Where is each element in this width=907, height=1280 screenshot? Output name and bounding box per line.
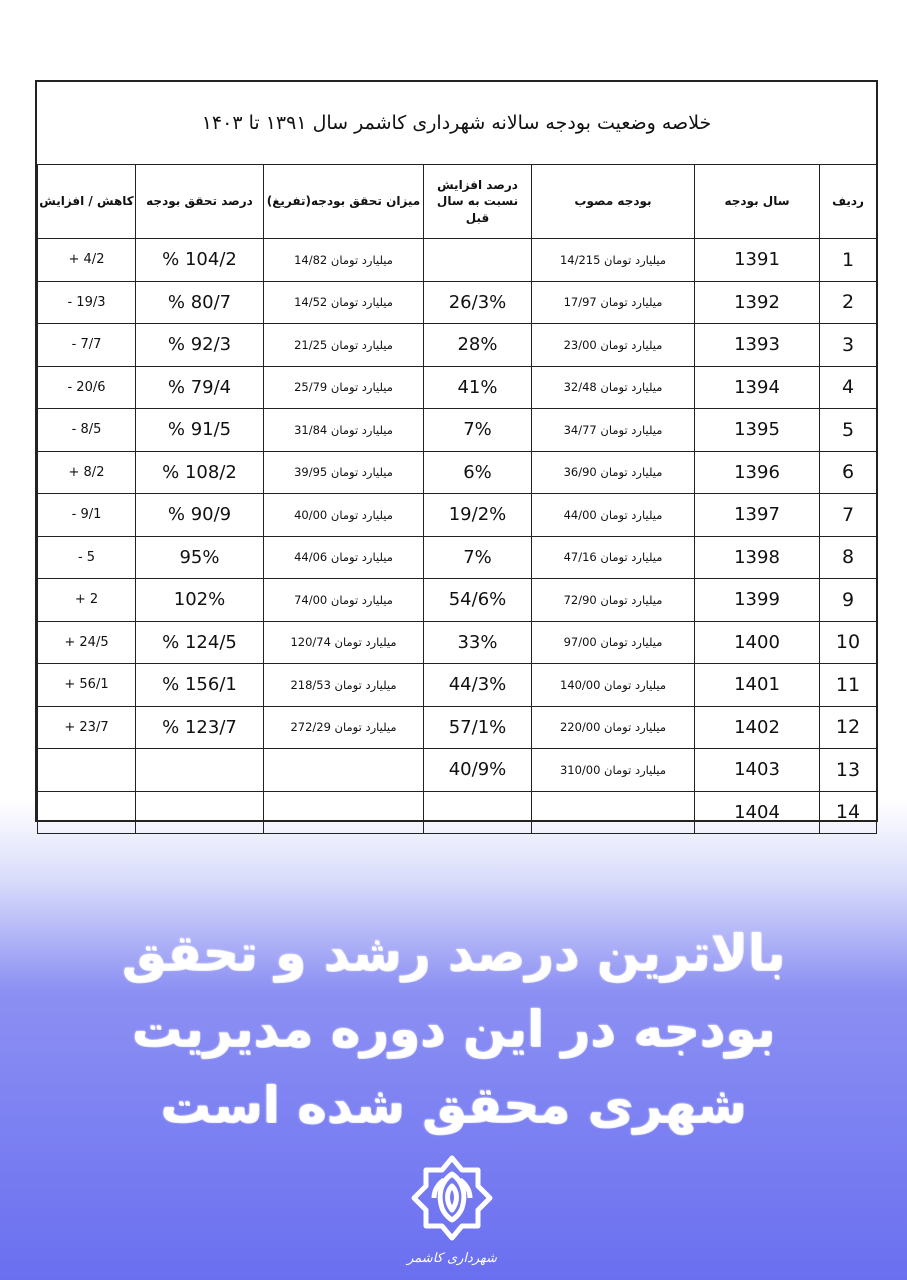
cell-realized: میلیارد تومان 39/95 [264, 451, 424, 494]
cell-increase: 57/1% [424, 706, 532, 749]
cell-year: 1401 [695, 664, 820, 707]
headline-line-2: بودجه در این دوره مدیریت [131, 1000, 776, 1058]
cell-idx: 8 [820, 536, 877, 579]
budget-summary-sheet [35, 80, 878, 822]
cell-increase: 40/9% [424, 749, 532, 792]
cell-year: 1404 [695, 791, 820, 834]
cell-year: 1393 [695, 324, 820, 367]
cell-achievement: 92/3 % [136, 324, 264, 367]
table-row [38, 536, 877, 579]
header-row [38, 165, 877, 239]
cell-realized: میلیارد تومان 120/74 [264, 621, 424, 664]
cell-approved [532, 791, 695, 834]
cell-year: 1399 [695, 579, 820, 622]
cell-approved: میلیارد تومان 97/00 [532, 621, 695, 664]
cell-realized: میلیارد تومان 31/84 [264, 409, 424, 452]
cell-achievement: 91/5 % [136, 409, 264, 452]
cell-idx: 9 [820, 579, 877, 622]
cell-change: + 2 [38, 579, 136, 622]
cell-year: 1398 [695, 536, 820, 579]
cell-realized: میلیارد تومان 44/06 [264, 536, 424, 579]
table-row [38, 409, 877, 452]
cell-achievement: 123/7 % [136, 706, 264, 749]
table-row [38, 366, 877, 409]
cell-realized [264, 749, 424, 792]
cell-change: - 20/6 [38, 366, 136, 409]
header-increase: درصد افزایش نسبت به سال قبل [424, 165, 532, 239]
cell-idx: 13 [820, 749, 877, 792]
table-row [38, 791, 877, 834]
cell-change: - 5 [38, 536, 136, 579]
cell-achievement: 80/7 % [136, 281, 264, 324]
cell-idx: 7 [820, 494, 877, 537]
cell-increase: 28% [424, 324, 532, 367]
headline-line-3: شهری محقق شده است [160, 1076, 747, 1134]
cell-achievement: 79/4 % [136, 366, 264, 409]
cell-approved: میلیارد تومان 34/77 [532, 409, 695, 452]
cell-approved: میلیارد تومان 47/16 [532, 536, 695, 579]
cell-change: - 9/1 [38, 494, 136, 537]
cell-increase: 19/2% [424, 494, 532, 537]
cell-increase: 33% [424, 621, 532, 664]
table-row [38, 749, 877, 792]
table-title: خلاصه وضعیت بودجه سالانه شهرداری کاشمر سال ۱۳۹۱ تا ۱۴۰۳ [201, 112, 712, 134]
cell-change: + 4/2 [38, 239, 136, 282]
cell-change: - 8/5 [38, 409, 136, 452]
cell-realized: میلیارد تومان 74/00 [264, 579, 424, 622]
header-idx: ردیف [820, 165, 877, 239]
header-change: کاهش / افزایش [38, 165, 136, 239]
cell-year: 1397 [695, 494, 820, 537]
cell-increase: 6% [424, 451, 532, 494]
header-approved: بودجه مصوب [532, 165, 695, 239]
headline-line-1: بالاترین درصد رشد و تحقق [121, 924, 786, 982]
cell-approved: میلیارد تومان 17/97 [532, 281, 695, 324]
table-row [38, 579, 877, 622]
cell-idx: 11 [820, 664, 877, 707]
cell-year: 1394 [695, 366, 820, 409]
cell-realized: میلیارد تومان 14/82 [264, 239, 424, 282]
cell-realized: میلیارد تومان 14/52 [264, 281, 424, 324]
cell-idx: 6 [820, 451, 877, 494]
cell-approved: میلیارد تومان 23/00 [532, 324, 695, 367]
cell-idx: 3 [820, 324, 877, 367]
kashmar-municipality-emblem-icon [404, 1152, 500, 1270]
cell-approved: میلیارد تومان 32/48 [532, 366, 695, 409]
cell-achievement: 108/2 % [136, 451, 264, 494]
table-row [38, 706, 877, 749]
table-row [38, 621, 877, 664]
budget-table [37, 164, 877, 834]
cell-increase: 54/6% [424, 579, 532, 622]
cell-idx: 10 [820, 621, 877, 664]
cell-change: + 24/5 [38, 621, 136, 664]
cell-year: 1391 [695, 239, 820, 282]
table-row [38, 664, 877, 707]
header-year: سال بودجه [695, 165, 820, 239]
table-row [38, 281, 877, 324]
cell-year: 1395 [695, 409, 820, 452]
header-realized: میزان تحقق بودجه(تفریغ) [264, 165, 424, 239]
cell-change: + 56/1 [38, 664, 136, 707]
cell-change: + 23/7 [38, 706, 136, 749]
headline [60, 915, 847, 1143]
cell-approved: میلیارد تومان 44/00 [532, 494, 695, 537]
cell-realized: میلیارد تومان 25/79 [264, 366, 424, 409]
cell-achievement [136, 749, 264, 792]
cell-approved: میلیارد تومان 140/00 [532, 664, 695, 707]
cell-year: 1392 [695, 281, 820, 324]
cell-increase [424, 791, 532, 834]
cell-achievement: 95% [136, 536, 264, 579]
cell-change: - 19/3 [38, 281, 136, 324]
cell-increase: 41% [424, 366, 532, 409]
header-achievement: درصد تحقق بودجه [136, 165, 264, 239]
cell-achievement [136, 791, 264, 834]
cell-approved: میلیارد تومان 36/90 [532, 451, 695, 494]
cell-increase: 44/3% [424, 664, 532, 707]
cell-year: 1400 [695, 621, 820, 664]
cell-change: + 8/2 [38, 451, 136, 494]
cell-increase: 7% [424, 536, 532, 579]
cell-achievement: 156/1 % [136, 664, 264, 707]
table-row [38, 324, 877, 367]
cell-achievement: 104/2 % [136, 239, 264, 282]
cell-achievement: 124/5 % [136, 621, 264, 664]
cell-idx: 1 [820, 239, 877, 282]
logo-text: شهرداری کاشمر [407, 1251, 497, 1266]
cell-idx: 5 [820, 409, 877, 452]
table-row [38, 451, 877, 494]
cell-approved: میلیارد تومان 310/00 [532, 749, 695, 792]
table-row [38, 494, 877, 537]
cell-increase: 7% [424, 409, 532, 452]
cell-realized [264, 791, 424, 834]
cell-increase: 26/3% [424, 281, 532, 324]
cell-change [38, 749, 136, 792]
cell-year: 1396 [695, 451, 820, 494]
cell-year: 1402 [695, 706, 820, 749]
cell-realized: میلیارد تومان 218/53 [264, 664, 424, 707]
cell-change: - 7/7 [38, 324, 136, 367]
cell-approved: میلیارد تومان 72/90 [532, 579, 695, 622]
table-row [38, 239, 877, 282]
cell-achievement: 90/9 % [136, 494, 264, 537]
cell-change [38, 791, 136, 834]
cell-idx: 2 [820, 281, 877, 324]
cell-year: 1403 [695, 749, 820, 792]
cell-idx: 4 [820, 366, 877, 409]
cell-achievement: 102% [136, 579, 264, 622]
cell-idx: 12 [820, 706, 877, 749]
cell-realized: میلیارد تومان 40/00 [264, 494, 424, 537]
cell-realized: میلیارد تومان 21/25 [264, 324, 424, 367]
cell-idx: 14 [820, 791, 877, 834]
cell-approved: میلیارد تومان 14/215 [532, 239, 695, 282]
cell-approved: میلیارد تومان 220/00 [532, 706, 695, 749]
cell-realized: میلیارد تومان 272/29 [264, 706, 424, 749]
cell-increase [424, 239, 532, 282]
